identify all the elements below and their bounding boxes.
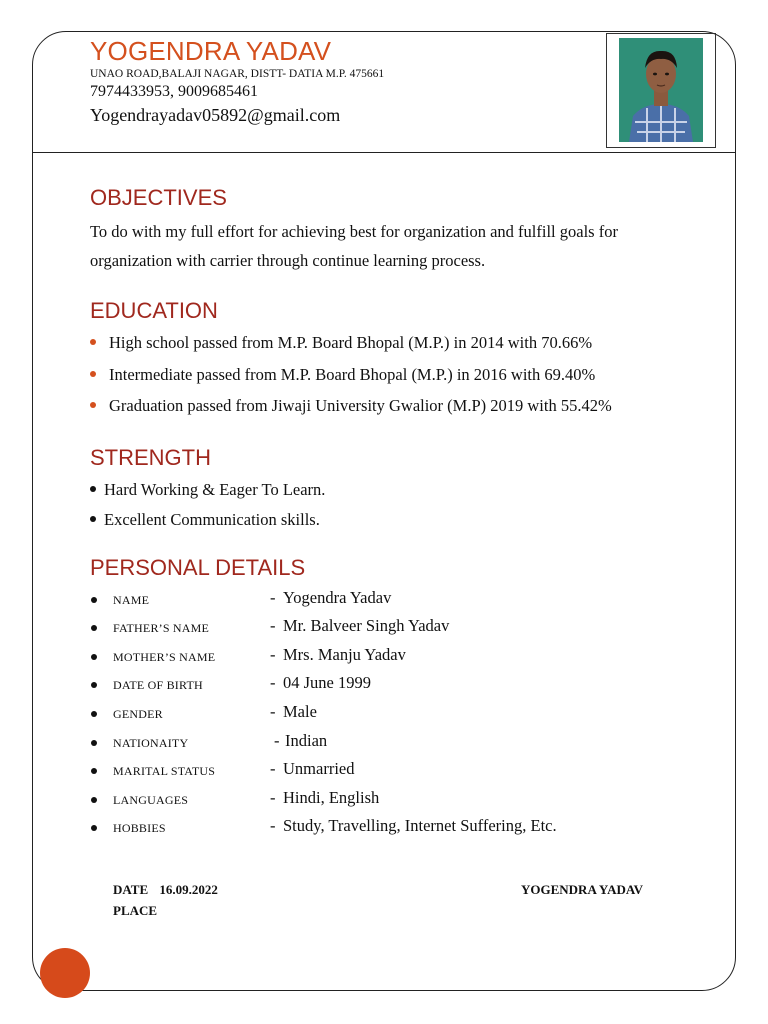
candidate-name: YOGENDRA YADAV — [90, 36, 332, 66]
education-item: Graduation passed from Jiwaji University Gwalior (M.P) 2019 with 55.42% — [90, 396, 612, 416]
personal-detail-row — [90, 702, 690, 726]
strength-item: Hard Working & Eager To Learn. — [90, 480, 325, 500]
bullet-icon — [91, 625, 97, 631]
decorative-circle — [40, 948, 90, 998]
detail-label: MARITAL STATUS — [113, 764, 216, 778]
personal-detail-row — [90, 731, 690, 755]
date-line — [113, 882, 218, 898]
detail-label: NAME — [113, 593, 150, 607]
detail-value: Yogendra Yadav — [283, 588, 392, 607]
detail-dash: - — [270, 702, 276, 721]
personal-detail-row — [90, 673, 690, 697]
signature-name: YOGENDRA YADAV — [521, 882, 643, 897]
bullet-icon — [90, 371, 96, 377]
personal-detail-row — [90, 788, 690, 812]
phone-numbers: 7974433953, 9009685461 — [90, 83, 258, 100]
bullet-icon — [91, 682, 97, 688]
education-heading: EDUCATION — [90, 298, 218, 323]
bullet-icon — [91, 654, 97, 660]
address: UNAO ROAD,BALAJI NAGAR, DISTT- DATIA M.P. 475661 — [90, 68, 385, 80]
detail-value: Unmarried — [283, 759, 355, 778]
detail-value: Study, Travelling, Internet Suffering, Etc. — [283, 816, 557, 835]
detail-value: Hindi, English — [283, 788, 380, 807]
personal-details-heading: PERSONAL DETAILS — [90, 555, 306, 580]
person-portrait-icon — [619, 38, 703, 142]
detail-label: GENDER — [113, 707, 163, 721]
bullet-icon — [91, 768, 97, 774]
personal-detail-row — [90, 759, 690, 783]
bullet-icon — [91, 825, 97, 831]
objectives-line: To do with my full effort for achieving best for organization and fulfill goals for — [90, 222, 618, 241]
personal-detail-row — [90, 645, 690, 669]
detail-value: 04 June 1999 — [283, 673, 371, 692]
education-item: High school passed from M.P. Board Bhopal (M.P.) in 2014 with 70.66% — [90, 333, 592, 353]
bullet-icon — [90, 486, 96, 492]
detail-dash: - — [274, 731, 280, 750]
header-divider — [32, 152, 736, 153]
detail-dash: - — [270, 588, 276, 607]
detail-dash: - — [270, 616, 276, 635]
detail-value: Indian — [285, 731, 328, 750]
detail-label: FATHER’S NAME — [113, 621, 210, 635]
strength-heading: STRENGTH — [90, 445, 211, 470]
bullet-icon — [91, 797, 97, 803]
objectives-heading: OBJECTIVES — [90, 185, 227, 210]
bullet-icon — [91, 711, 97, 717]
date-value: 16.09.2022 — [159, 882, 218, 897]
education-item: Intermediate passed from M.P. Board Bhopal (M.P.) in 2016 with 69.40% — [90, 365, 595, 385]
bullet-icon — [90, 516, 96, 522]
date-label: DATE — [113, 882, 149, 897]
detail-label: NATIONAITY — [113, 736, 189, 750]
personal-detail-row — [90, 816, 690, 840]
personal-detail-row — [90, 616, 690, 640]
place-label: PLACE — [113, 903, 158, 918]
detail-value: Mr. Balveer Singh Yadav — [283, 616, 450, 635]
detail-label: MOTHER’S NAME — [113, 650, 216, 664]
detail-dash: - — [270, 673, 276, 692]
detail-label: HOBBIES — [113, 821, 166, 835]
detail-dash: - — [270, 759, 276, 778]
bullet-icon — [90, 402, 96, 408]
objectives-text — [90, 217, 680, 275]
detail-label: LANGUAGES — [113, 793, 189, 807]
objectives-line: organization with carrier through continue learning process. — [90, 251, 486, 270]
photo-frame — [606, 33, 716, 148]
detail-dash: - — [270, 788, 276, 807]
email-address: Yogendrayadav05892@gmail.com — [90, 105, 341, 125]
profile-photo — [619, 38, 703, 142]
detail-dash: - — [270, 816, 276, 835]
detail-dash: - — [270, 645, 276, 664]
bullet-icon — [91, 597, 97, 603]
detail-label: DATE OF BIRTH — [113, 678, 203, 692]
bullet-icon — [91, 740, 97, 746]
personal-detail-row — [90, 588, 690, 612]
detail-value: Mrs. Manju Yadav — [283, 645, 406, 664]
bullet-icon — [90, 339, 96, 345]
strength-item: Excellent Communication skills. — [90, 510, 320, 530]
detail-value: Male — [283, 702, 317, 721]
